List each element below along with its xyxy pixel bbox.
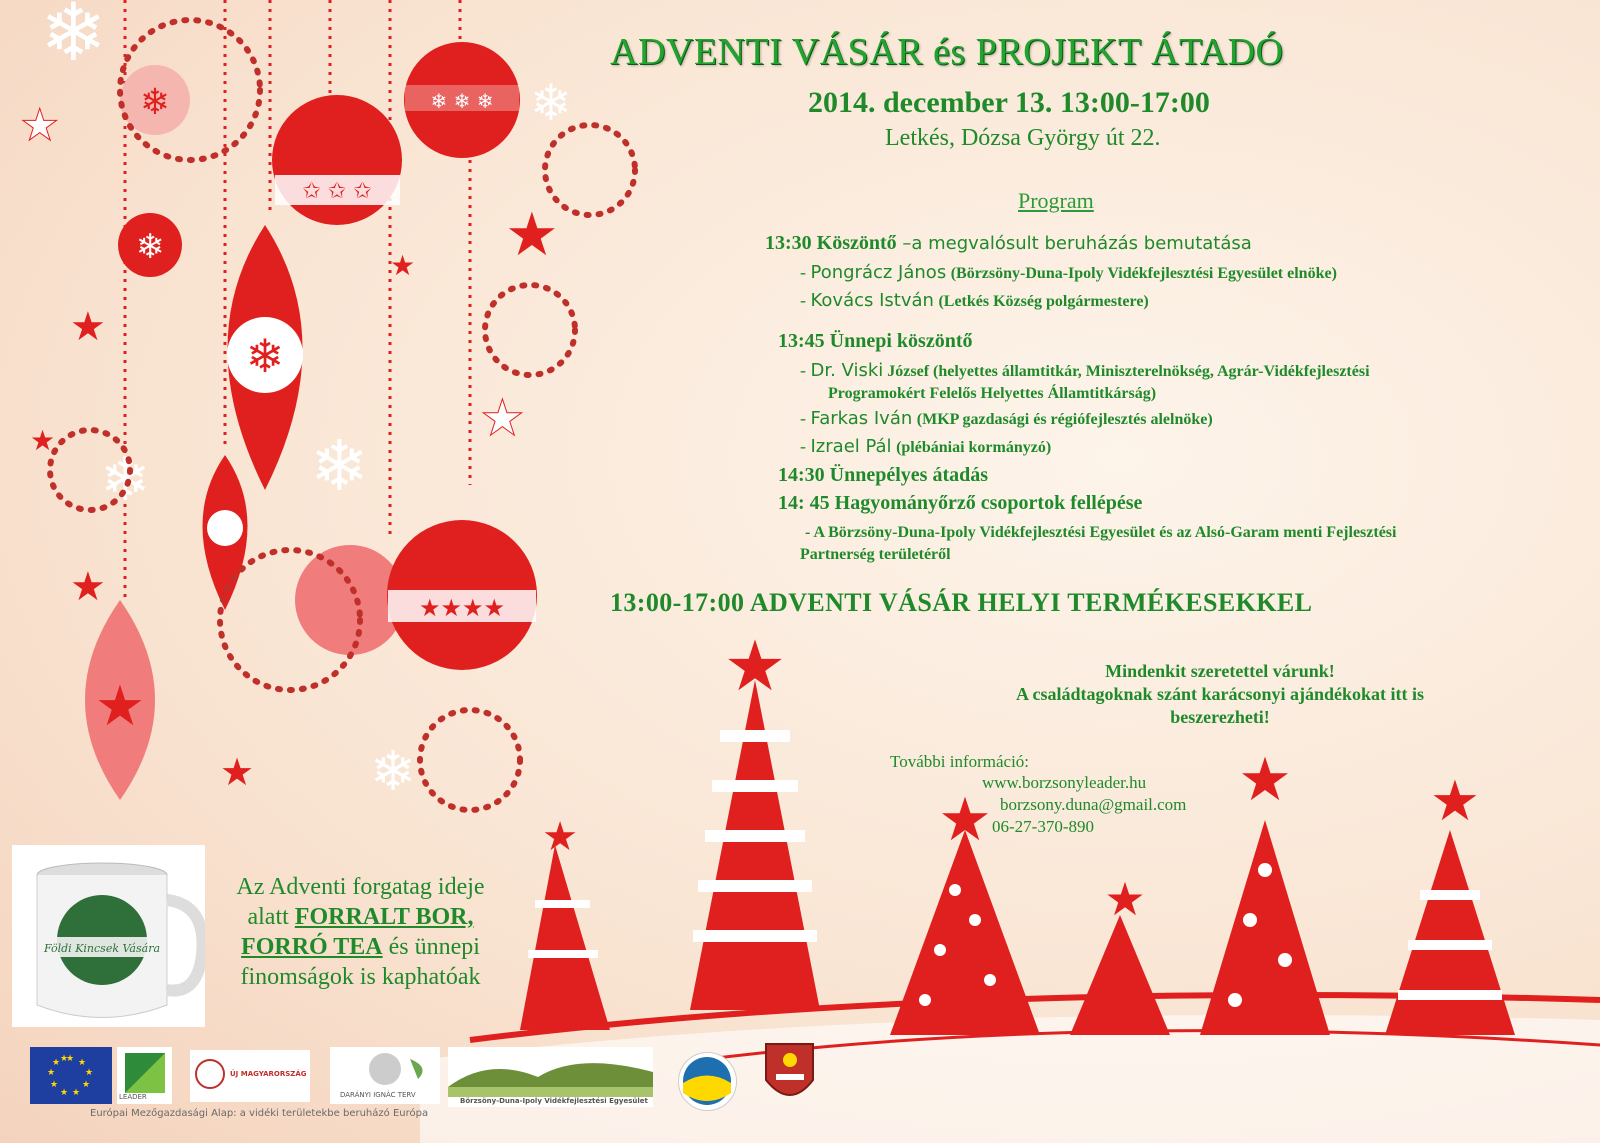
mug-logo-text: Földi Kincsek Vására xyxy=(43,942,161,955)
speaker-role: (plébániai kormányzó) xyxy=(896,439,1052,456)
svg-text:❄: ❄ xyxy=(245,329,285,383)
borzsony-egyesulet-logo xyxy=(448,1047,653,1107)
ornament-ball-2 xyxy=(404,42,520,158)
speaker-row: - Farkas Iván (MKP gazdasági és régiófejlesztés alelnöke) xyxy=(800,408,1213,429)
svg-text:★: ★ xyxy=(30,424,56,457)
svg-text:★: ★ xyxy=(60,1088,69,1098)
svg-text:★: ★ xyxy=(66,1054,75,1064)
speaker-name: Pongrácz János xyxy=(810,262,947,283)
speaker-name: Dr. Viski xyxy=(810,360,884,381)
uj-magyarorszag-logo xyxy=(190,1050,310,1102)
mug-image xyxy=(12,845,205,1027)
speaker-name: Kovács István xyxy=(810,290,934,311)
svg-text:★: ★ xyxy=(72,1088,81,1098)
info-email[interactable]: borzsony.duna@gmail.com xyxy=(1000,795,1187,814)
svg-text:★: ★ xyxy=(47,1068,56,1078)
daranyi-text: DARÁNYI IGNÁC TERV xyxy=(340,1091,416,1099)
speaker-row: - Dr. Viski József (helyettes államtitkár, Miniszterelnökség, Agrár-Vidékfejlesztési xyxy=(800,360,1370,381)
info-phone: 06-27-370-890 xyxy=(992,817,1094,836)
svg-text:★: ★ xyxy=(1238,745,1292,815)
svg-text:★: ★ xyxy=(542,814,578,860)
speaker-name: Izrael Pál xyxy=(810,436,892,457)
svg-text:★: ★ xyxy=(85,1068,94,1078)
svg-text:★: ★ xyxy=(505,200,559,270)
svg-text:★: ★ xyxy=(1429,769,1481,834)
leader-text: LEADER xyxy=(119,1093,147,1101)
mug-caption-line xyxy=(208,932,513,962)
welcome-line: Mindenkit szeretettel várunk! xyxy=(1105,661,1335,681)
mug-caption-line: Az Adventi forgatag ideje xyxy=(236,874,485,900)
speaker-role-continued: Programokért Felelős Helyettes Államtitkárság) xyxy=(828,385,1157,402)
svg-text:★: ★ xyxy=(480,389,525,447)
leader-logo xyxy=(117,1047,172,1104)
svg-text:❄: ❄ xyxy=(310,425,369,507)
program-item-4-note: - A Börzsöny-Duna-Ipoly Vidékfejlesztési Egyesület és az Alsó-Garam menti Fejlesztési xyxy=(805,524,1397,541)
eu-funding-note: Európai Mezőgazdasági Alap: a vidéki területekbe beruházó Európa xyxy=(90,1108,429,1119)
ornament-ball-4 xyxy=(387,520,537,670)
event-date: 2014. december 13. 13:00-17:00 xyxy=(808,86,1210,119)
speaker-row: - Izrael Pál (plébániai kormányzó) xyxy=(800,436,1052,457)
svg-text:❄ ❄ ❄: ❄ ❄ ❄ xyxy=(430,89,494,113)
svg-text:★: ★ xyxy=(70,304,106,350)
letkes-coat-of-arms xyxy=(762,1040,817,1108)
svg-text:★: ★ xyxy=(1104,872,1146,926)
ornament-drop-2 xyxy=(203,455,248,610)
mug-caption-line: finomságok is kaphatóak xyxy=(240,964,481,990)
market-hours: 13:00-17:00 ADVENTI VÁSÁR HELYI TERMÉKESEKKEL xyxy=(610,588,1313,617)
svg-text:❄: ❄ xyxy=(40,0,108,79)
mug-caption-line xyxy=(208,902,513,932)
svg-text:★: ★ xyxy=(20,100,60,151)
speaker-row: - Kovács István (Letkés Község polgármestere) xyxy=(800,290,1149,311)
svg-text:★: ★ xyxy=(220,750,255,794)
welcome-line: A családtagoknak szánt karácsonyi ajándékokat itt is xyxy=(1015,684,1425,704)
speaker-role: (Börzsöny-Duna-Ipoly Vidékfejlesztési Egyesület elnöke) xyxy=(950,265,1337,282)
program-item-1-desc: –a megvalósult beruházás bemutatása xyxy=(896,233,1252,254)
eu-flag-logo xyxy=(30,1047,112,1104)
ornament-ball-1 xyxy=(272,95,402,225)
partner-round-logo xyxy=(678,1052,737,1111)
uj-magyarorszag-text: ÚJ MAGYARORSZÁG xyxy=(230,1070,307,1078)
speaker-role: (MKP gazdasági és régiófejlesztés alelnöke) xyxy=(916,411,1213,428)
speaker-name: Farkas Iván xyxy=(810,408,913,429)
svg-text:★: ★ xyxy=(78,1058,87,1068)
program-heading: Program xyxy=(1018,188,1094,213)
svg-text:★★★★: ★★★★ xyxy=(418,594,506,622)
svg-text:★: ★ xyxy=(94,674,146,739)
ornament-ball-5 xyxy=(118,65,190,277)
event-title: ADVENTI VÁSÁR és PROJEKT ÁTADÓ xyxy=(610,31,1284,73)
svg-text:❄: ❄ xyxy=(135,227,165,267)
svg-text:❄: ❄ xyxy=(530,74,572,132)
svg-text:★: ★ xyxy=(938,785,992,855)
hot-tea-highlight: FORRÓ TEA xyxy=(241,934,383,960)
svg-text:★: ★ xyxy=(52,1058,61,1068)
info-label: További információ: xyxy=(890,752,1030,771)
borzsony-logo-text: Börzsöny-Duna-Ipoly Vidékfejlesztési Egyesület xyxy=(460,1097,648,1105)
mug-caption-text: alatt xyxy=(247,904,295,930)
daranyi-ignac-logo xyxy=(330,1047,440,1104)
svg-text:★: ★ xyxy=(70,564,106,610)
program-item-4: 14: 45 Hagyományőrző csoportok fellépése xyxy=(778,492,1143,514)
speaker-role: (Letkés Község polgármestere) xyxy=(938,293,1149,310)
svg-text:❄: ❄ xyxy=(100,445,151,515)
svg-text:✩ ✩ ✩: ✩ ✩ ✩ xyxy=(302,179,372,204)
info-website[interactable]: www.borzsonyleader.hu xyxy=(982,773,1147,792)
ornament-drop-1 xyxy=(227,225,303,490)
svg-text:❄: ❄ xyxy=(370,739,417,803)
svg-text:★: ★ xyxy=(60,1054,69,1064)
ornament-drop-3 xyxy=(85,600,155,800)
mulled-wine-highlight: FORRALT BOR, xyxy=(294,904,474,930)
svg-text:★: ★ xyxy=(723,625,787,707)
svg-text:★: ★ xyxy=(82,1080,91,1090)
event-place: Letkés, Dózsa György út 22. xyxy=(885,125,1161,151)
program-item-1-time: 13:30 Köszöntő xyxy=(765,232,897,254)
mug-caption xyxy=(208,872,513,992)
program-item-1 xyxy=(765,232,1252,255)
welcome-message xyxy=(900,660,1540,729)
mug-caption-text: és ünnepi xyxy=(382,934,480,960)
svg-text:★: ★ xyxy=(390,249,416,282)
welcome-line: beszerezheti! xyxy=(1170,707,1270,727)
program-item-4-note-continued: Partnerség területéről xyxy=(800,546,951,563)
program-item-2-time: 13:45 Ünnepi köszöntő xyxy=(778,330,973,352)
svg-text:★: ★ xyxy=(50,1080,59,1090)
program-item-3: 14:30 Ünnepélyes átadás xyxy=(778,464,989,486)
speaker-role: József (helyettes államtitkár, Miniszterelnökség, Agrár-Vidékfejlesztési xyxy=(883,363,1370,380)
speaker-row: - Pongrácz János (Börzsöny-Duna-Ipoly Vidékfejlesztési Egyesület elnöke) xyxy=(800,262,1337,283)
svg-text:❄: ❄ xyxy=(139,82,171,123)
